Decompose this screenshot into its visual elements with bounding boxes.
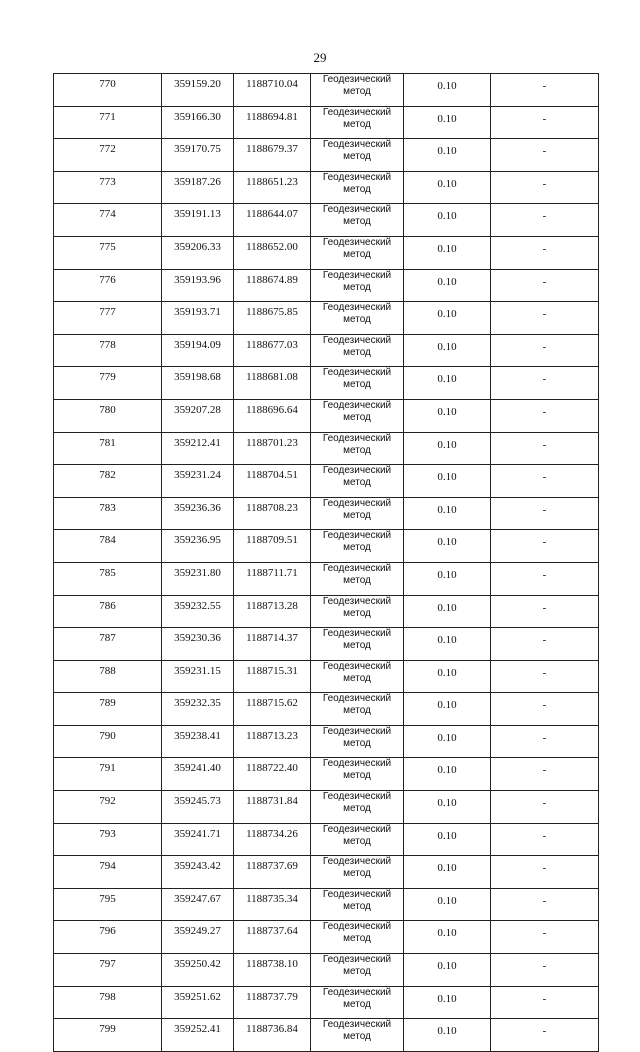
method-line1: Геодезический	[322, 367, 392, 379]
y-coordinate-cell: 1188681.08	[234, 367, 311, 400]
y-coordinate-cell: 1188737.64	[234, 921, 311, 954]
method-cell	[311, 758, 404, 791]
note-cell: -	[491, 986, 599, 1019]
point-number-cell: 780	[54, 399, 162, 432]
note-cell: -	[491, 106, 599, 139]
accuracy-cell: 0.10	[404, 921, 491, 954]
method-line1: Геодезический	[322, 334, 392, 346]
y-coordinate-cell: 1188709.51	[234, 530, 311, 563]
method-line2: метод	[343, 770, 371, 782]
y-coordinate-cell: 1188679.37	[234, 139, 311, 172]
method-line1: Геодезический	[322, 530, 392, 542]
accuracy-cell: 0.10	[404, 367, 491, 400]
method-cell	[311, 1019, 404, 1052]
table-row	[54, 367, 599, 400]
x-coordinate-cell: 359236.95	[162, 530, 234, 563]
table-row	[54, 595, 599, 628]
x-coordinate-cell: 359238.41	[162, 725, 234, 758]
y-coordinate-cell: 1188738.10	[234, 954, 311, 987]
table-row	[54, 302, 599, 335]
point-number-cell: 773	[54, 171, 162, 204]
method-line1: Геодезический	[322, 693, 392, 705]
method-cell	[311, 856, 404, 889]
method-cell	[311, 791, 404, 824]
table-row	[54, 791, 599, 824]
x-coordinate-cell: 359232.55	[162, 595, 234, 628]
table-row	[54, 139, 599, 172]
table-row	[54, 269, 599, 302]
method-line2: метод	[343, 216, 371, 228]
point-number-cell: 779	[54, 367, 162, 400]
method-cell	[311, 367, 404, 400]
table-row	[54, 236, 599, 269]
method-line2: метод	[343, 1031, 371, 1043]
point-number-cell: 781	[54, 432, 162, 465]
note-cell: -	[491, 334, 599, 367]
accuracy-cell: 0.10	[404, 595, 491, 628]
method-line2: метод	[343, 737, 371, 749]
accuracy-cell: 0.10	[404, 302, 491, 335]
x-coordinate-cell: 359250.42	[162, 954, 234, 987]
method-line2: метод	[343, 86, 371, 97]
method-line2: метод	[343, 314, 371, 326]
point-number-cell: 789	[54, 693, 162, 726]
method-line1: Геодезический	[322, 791, 392, 803]
y-coordinate-cell: 1188737.69	[234, 856, 311, 889]
point-number-cell: 770	[54, 74, 162, 107]
method-line1: Геодезический	[322, 74, 392, 85]
note-cell: -	[491, 139, 599, 172]
note-cell: -	[491, 693, 599, 726]
x-coordinate-cell: 359241.40	[162, 758, 234, 791]
accuracy-cell: 0.10	[404, 497, 491, 530]
accuracy-cell: 0.10	[404, 106, 491, 139]
method-line1: Геодезический	[322, 204, 392, 216]
note-cell: -	[491, 595, 599, 628]
method-cell	[311, 139, 404, 172]
method-line1: Геодезический	[322, 758, 392, 770]
y-coordinate-cell: 1188735.34	[234, 888, 311, 921]
method-cell	[311, 693, 404, 726]
method-line2: метод	[343, 900, 371, 912]
table-row	[54, 530, 599, 563]
method-line2: метод	[343, 803, 371, 815]
table-row	[54, 954, 599, 987]
method-line1: Геодезический	[322, 856, 392, 868]
table-row	[54, 74, 599, 107]
accuracy-cell: 0.10	[404, 530, 491, 563]
point-number-cell: 771	[54, 106, 162, 139]
x-coordinate-cell: 359232.35	[162, 693, 234, 726]
point-number-cell: 782	[54, 465, 162, 498]
accuracy-cell: 0.10	[404, 856, 491, 889]
method-line1: Геодезический	[322, 595, 392, 607]
accuracy-cell: 0.10	[404, 628, 491, 661]
y-coordinate-cell: 1188694.81	[234, 106, 311, 139]
accuracy-cell: 0.10	[404, 986, 491, 1019]
x-coordinate-cell: 359187.26	[162, 171, 234, 204]
accuracy-cell: 0.10	[404, 465, 491, 498]
method-line1: Геодезический	[322, 921, 392, 933]
accuracy-cell: 0.10	[404, 334, 491, 367]
method-line2: метод	[343, 574, 371, 586]
x-coordinate-cell: 359249.27	[162, 921, 234, 954]
method-line1: Геодезический	[322, 954, 392, 966]
point-number-cell: 787	[54, 628, 162, 661]
method-line1: Геодезический	[322, 1019, 392, 1031]
table-row	[54, 204, 599, 237]
method-cell	[311, 171, 404, 204]
y-coordinate-cell: 1188731.84	[234, 791, 311, 824]
note-cell: -	[491, 628, 599, 661]
method-cell	[311, 106, 404, 139]
note-cell: -	[491, 367, 599, 400]
method-cell	[311, 823, 404, 856]
table-row	[54, 758, 599, 791]
accuracy-cell: 0.10	[404, 693, 491, 726]
table-row	[54, 334, 599, 367]
table-row	[54, 693, 599, 726]
note-cell: -	[491, 465, 599, 498]
method-line2: метод	[343, 444, 371, 456]
accuracy-cell: 0.10	[404, 1019, 491, 1052]
accuracy-cell: 0.10	[404, 171, 491, 204]
method-line2: метод	[343, 411, 371, 423]
method-cell	[311, 497, 404, 530]
method-line2: метод	[343, 477, 371, 489]
method-line1: Геодезический	[322, 725, 392, 737]
point-number-cell: 775	[54, 236, 162, 269]
note-cell: -	[491, 204, 599, 237]
point-number-cell: 798	[54, 986, 162, 1019]
method-line2: метод	[343, 672, 371, 684]
note-cell: -	[491, 236, 599, 269]
point-number-cell: 778	[54, 334, 162, 367]
table-row	[54, 823, 599, 856]
note-cell: -	[491, 399, 599, 432]
point-number-cell: 772	[54, 139, 162, 172]
method-line1: Геодезический	[322, 139, 392, 151]
method-line1: Геодезический	[322, 171, 392, 183]
method-line2: метод	[343, 346, 371, 358]
table-row	[54, 921, 599, 954]
method-cell	[311, 660, 404, 693]
x-coordinate-cell: 359252.41	[162, 1019, 234, 1052]
accuracy-cell: 0.10	[404, 432, 491, 465]
method-line2: метод	[343, 509, 371, 521]
method-line1: Геодезический	[322, 465, 392, 477]
note-cell: -	[491, 74, 599, 107]
note-cell: -	[491, 888, 599, 921]
method-cell	[311, 595, 404, 628]
x-coordinate-cell: 359236.36	[162, 497, 234, 530]
y-coordinate-cell: 1188674.89	[234, 269, 311, 302]
note-cell: -	[491, 269, 599, 302]
x-coordinate-cell: 359241.71	[162, 823, 234, 856]
accuracy-cell: 0.10	[404, 562, 491, 595]
y-coordinate-cell: 1188737.79	[234, 986, 311, 1019]
note-cell: -	[491, 921, 599, 954]
accuracy-cell: 0.10	[404, 954, 491, 987]
x-coordinate-cell: 359245.73	[162, 791, 234, 824]
y-coordinate-cell: 1188736.84	[234, 1019, 311, 1052]
method-cell	[311, 562, 404, 595]
method-cell	[311, 432, 404, 465]
table-row	[54, 432, 599, 465]
method-cell	[311, 530, 404, 563]
table-row	[54, 171, 599, 204]
y-coordinate-cell: 1188715.62	[234, 693, 311, 726]
point-number-cell: 777	[54, 302, 162, 335]
table-row	[54, 628, 599, 661]
x-coordinate-cell: 359231.80	[162, 562, 234, 595]
method-line1: Геодезический	[322, 660, 392, 672]
table-row	[54, 106, 599, 139]
x-coordinate-cell: 359193.71	[162, 302, 234, 335]
note-cell: -	[491, 856, 599, 889]
method-cell	[311, 269, 404, 302]
method-line1: Геодезический	[322, 302, 392, 314]
y-coordinate-cell: 1188715.31	[234, 660, 311, 693]
y-coordinate-cell: 1188713.28	[234, 595, 311, 628]
accuracy-cell: 0.10	[404, 823, 491, 856]
x-coordinate-cell: 359191.13	[162, 204, 234, 237]
method-line2: метод	[343, 966, 371, 978]
y-coordinate-cell: 1188675.85	[234, 302, 311, 335]
table-row	[54, 725, 599, 758]
y-coordinate-cell: 1188711.71	[234, 562, 311, 595]
accuracy-cell: 0.10	[404, 758, 491, 791]
x-coordinate-cell: 359206.33	[162, 236, 234, 269]
method-line2: метод	[343, 118, 371, 130]
y-coordinate-cell: 1188734.26	[234, 823, 311, 856]
note-cell: -	[491, 530, 599, 563]
note-cell: -	[491, 1019, 599, 1052]
method-line2: метод	[343, 998, 371, 1010]
method-cell	[311, 954, 404, 987]
note-cell: -	[491, 432, 599, 465]
accuracy-cell: 0.10	[404, 399, 491, 432]
x-coordinate-cell: 359251.62	[162, 986, 234, 1019]
method-line2: метод	[343, 379, 371, 391]
x-coordinate-cell: 359247.67	[162, 888, 234, 921]
method-line2: метод	[343, 640, 371, 652]
method-line1: Геодезический	[322, 823, 392, 835]
x-coordinate-cell: 359212.41	[162, 432, 234, 465]
point-number-cell: 790	[54, 725, 162, 758]
table-row	[54, 562, 599, 595]
x-coordinate-cell: 359170.75	[162, 139, 234, 172]
point-number-cell: 791	[54, 758, 162, 791]
point-number-cell: 776	[54, 269, 162, 302]
x-coordinate-cell: 359159.20	[162, 74, 234, 107]
method-cell	[311, 236, 404, 269]
method-line1: Геодезический	[322, 399, 392, 411]
method-cell	[311, 921, 404, 954]
x-coordinate-cell: 359243.42	[162, 856, 234, 889]
method-cell	[311, 725, 404, 758]
point-number-cell: 795	[54, 888, 162, 921]
table-row	[54, 856, 599, 889]
point-number-cell: 788	[54, 660, 162, 693]
accuracy-cell: 0.10	[404, 660, 491, 693]
method-line1: Геодезический	[322, 497, 392, 509]
accuracy-cell: 0.10	[404, 888, 491, 921]
x-coordinate-cell: 359194.09	[162, 334, 234, 367]
accuracy-cell: 0.10	[404, 236, 491, 269]
method-line2: метод	[343, 281, 371, 293]
method-line2: метод	[343, 705, 371, 717]
method-cell	[311, 302, 404, 335]
note-cell: -	[491, 758, 599, 791]
note-cell: -	[491, 562, 599, 595]
accuracy-cell: 0.10	[404, 204, 491, 237]
method-line2: метод	[343, 151, 371, 163]
point-number-cell: 783	[54, 497, 162, 530]
method-line2: метод	[343, 933, 371, 945]
method-cell	[311, 465, 404, 498]
accuracy-cell: 0.10	[404, 725, 491, 758]
method-line2: метод	[343, 868, 371, 880]
y-coordinate-cell: 1188696.64	[234, 399, 311, 432]
y-coordinate-cell: 1188652.00	[234, 236, 311, 269]
x-coordinate-cell: 359207.28	[162, 399, 234, 432]
note-cell: -	[491, 954, 599, 987]
note-cell: -	[491, 725, 599, 758]
table-row	[54, 465, 599, 498]
y-coordinate-cell: 1188651.23	[234, 171, 311, 204]
method-cell	[311, 204, 404, 237]
table-row	[54, 1019, 599, 1052]
x-coordinate-cell: 359231.15	[162, 660, 234, 693]
method-line2: метод	[343, 183, 371, 195]
method-cell	[311, 628, 404, 661]
y-coordinate-cell: 1188701.23	[234, 432, 311, 465]
accuracy-cell: 0.10	[404, 269, 491, 302]
method-line2: метод	[343, 835, 371, 847]
accuracy-cell: 0.10	[404, 139, 491, 172]
y-coordinate-cell: 1188644.07	[234, 204, 311, 237]
method-line2: метод	[343, 248, 371, 260]
point-number-cell: 786	[54, 595, 162, 628]
method-line1: Геодезический	[322, 562, 392, 574]
table-row	[54, 497, 599, 530]
x-coordinate-cell: 359198.68	[162, 367, 234, 400]
note-cell: -	[491, 302, 599, 335]
x-coordinate-cell: 359193.96	[162, 269, 234, 302]
method-cell	[311, 74, 404, 107]
method-line1: Геодезический	[322, 628, 392, 640]
y-coordinate-cell: 1188714.37	[234, 628, 311, 661]
y-coordinate-cell: 1188704.51	[234, 465, 311, 498]
method-cell	[311, 399, 404, 432]
table-row	[54, 986, 599, 1019]
point-number-cell: 792	[54, 791, 162, 824]
method-line1: Геодезический	[322, 432, 392, 444]
point-number-cell: 796	[54, 921, 162, 954]
accuracy-cell: 0.10	[404, 791, 491, 824]
method-line1: Геодезический	[322, 986, 392, 998]
table-row	[54, 660, 599, 693]
y-coordinate-cell: 1188710.04	[234, 74, 311, 107]
method-line1: Геодезический	[322, 236, 392, 248]
method-cell	[311, 986, 404, 1019]
accuracy-cell: 0.10	[404, 74, 491, 107]
note-cell: -	[491, 660, 599, 693]
x-coordinate-cell: 359166.30	[162, 106, 234, 139]
y-coordinate-cell: 1188722.40	[234, 758, 311, 791]
method-line1: Геодезический	[322, 888, 392, 900]
method-line1: Геодезический	[322, 269, 392, 281]
point-number-cell: 799	[54, 1019, 162, 1052]
note-cell: -	[491, 791, 599, 824]
y-coordinate-cell: 1188713.23	[234, 725, 311, 758]
method-line1: Геодезический	[322, 106, 392, 118]
method-line2: метод	[343, 607, 371, 619]
point-number-cell: 797	[54, 954, 162, 987]
page-number: 29	[313, 50, 327, 65]
point-number-cell: 774	[54, 204, 162, 237]
note-cell: -	[491, 823, 599, 856]
point-number-cell: 794	[54, 856, 162, 889]
method-line2: метод	[343, 542, 371, 554]
method-cell	[311, 334, 404, 367]
note-cell: -	[491, 171, 599, 204]
table-row	[54, 399, 599, 432]
note-cell: -	[491, 497, 599, 530]
x-coordinate-cell: 359231.24	[162, 465, 234, 498]
point-number-cell: 793	[54, 823, 162, 856]
point-number-cell: 785	[54, 562, 162, 595]
y-coordinate-cell: 1188708.23	[234, 497, 311, 530]
x-coordinate-cell: 359230.36	[162, 628, 234, 661]
y-coordinate-cell: 1188677.03	[234, 334, 311, 367]
point-number-cell: 784	[54, 530, 162, 563]
